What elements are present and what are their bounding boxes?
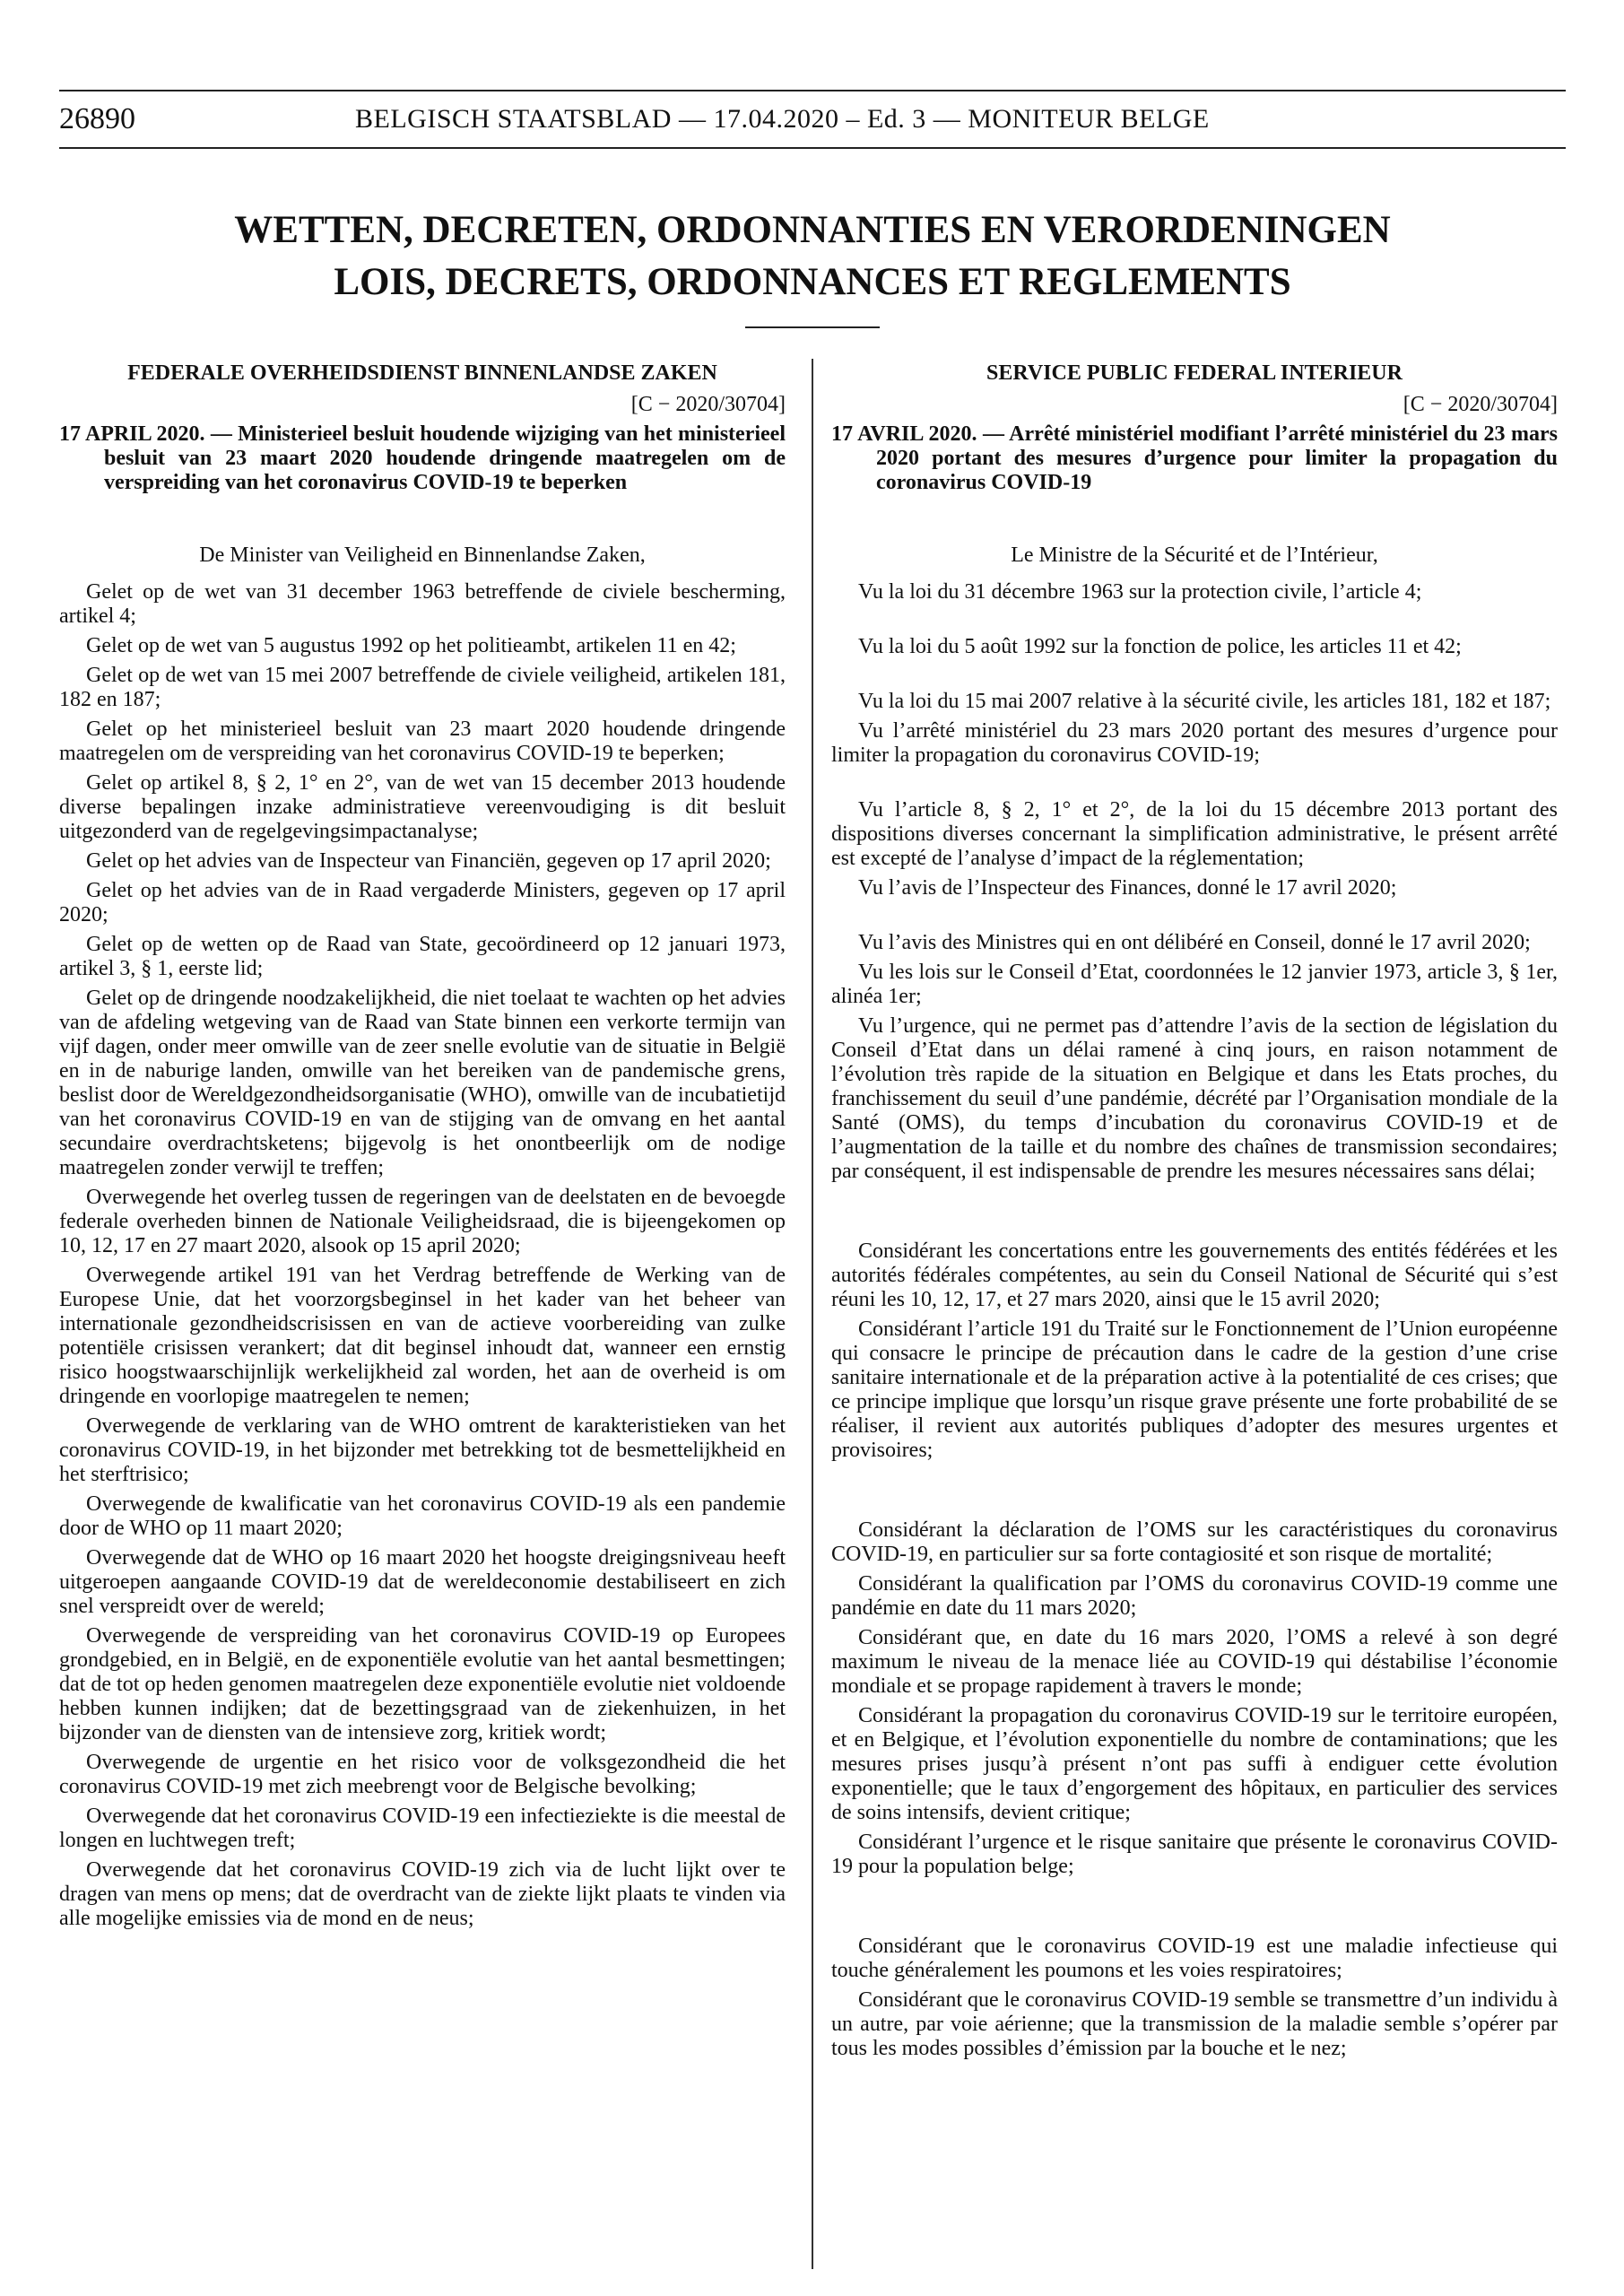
paragraph-list (831, 580, 1558, 2061)
paragraph-text: Gelet op de wet van 5 augustus 1992 op het politieambt, artikelen 11 en 42; (86, 634, 736, 657)
paragraph (831, 931, 1558, 955)
paragraph-text: Overwegende de kwalificatie van het coronavirus COVID-19 als een pandemie door de WHO op 11 maart 2020; (59, 1492, 786, 1540)
paragraph-text: Gelet op de wet van 31 december 1963 betreffende de civiele bescherming, artikel 4; (59, 580, 786, 628)
reference-number: [C − 2020/30704] (630, 393, 786, 416)
page-header (59, 90, 1566, 149)
paragraph-text: Considérant la qualification par l’OMS du coronavirus COVID-19 comme une pandémie en date du 11 mars 2020; (831, 1572, 1558, 1620)
header-top-rule (59, 90, 1566, 91)
running-title: BELGISCH STAATSBLAD — 17.04.2020 – Ed. 3 — MONITEUR BELGE (355, 104, 1210, 134)
column-divider (812, 359, 813, 2269)
paragraph (59, 718, 786, 766)
paragraph-text: Vu l’avis de l’Inspecteur des Finances, donné le 17 avril 2020; (858, 876, 1397, 900)
paragraph-text: Overwegende het overleg tussen de regeringen van de deelstaten en de bevoegde federale overheden binnen de Nationale Veiligheidsraad, die is bijeengekomen op 10, 12, 17 en 27 maart 2020, alsook op 15 april 2020; (59, 1186, 786, 1257)
paragraph (59, 849, 786, 874)
paragraph-text: Vu la loi du 15 mai 2007 relative à la sécurité civile, les articles 181, 182 et 187; (858, 690, 1551, 713)
paragraph (831, 1704, 1558, 1825)
paragraph (59, 879, 786, 927)
paragraph-text: Considérant que, en date du 16 mars 2020, l’OMS a relevé à son degré maximum le niveau de la menace liée au COVID-19 qui déstabilise l’économie mondiale et se propage rapidement à travers le monde; (831, 1626, 1558, 1698)
act-title: 17 AVRIL 2020. — Arrêté ministériel modifiant l’arrêté ministériel du 23 mars 2020 portant des mesures d’urgence pour limiter la propagation du coronavirus COVID-19 (831, 422, 1558, 494)
paragraph (59, 1751, 786, 1799)
paragraph (831, 719, 1558, 768)
paragraph (831, 1239, 1558, 1312)
paragraph (59, 634, 786, 658)
paragraph (59, 1858, 786, 1931)
paragraph-text: Overwegende de urgentie en het risico voor de volksgezondheid die het coronavirus COVID-19 met zich meebrengt voor de Belgische bevolking; (59, 1751, 786, 1798)
page-number: 26890 (59, 102, 135, 135)
paragraph-text: Vu l’arrêté ministériel du 23 mars 2020 portant des mesures d’urgence pour limiter la propagation du coronavirus COVID-19; (831, 719, 1558, 767)
paragraph-text: Vu la loi du 5 août 1992 sur la fonction de police, les articles 11 et 42; (858, 635, 1462, 658)
paragraph-text: Considérant que le coronavirus COVID-19 semble se transmettre d’un individu à un autre, par voie aérienne; que la transmission de la maladie semble s’opérer par tous les modes possibles d’émission par la bouche et le nez; (831, 1988, 1558, 2060)
paragraph (59, 933, 786, 981)
paragraph-text: Vu l’avis des Ministres qui en ont délibéré en Conseil, donné le 17 avril 2020; (858, 931, 1531, 954)
paragraph-text: Gelet op artikel 8, § 2, 1° en 2°, van de wet van 15 december 2013 houdende diverse bepalingen inzake administratieve vereenvoudiging is dit besluit uitgezonderd van de regelgevingsimpactanalyse; (59, 771, 786, 843)
paragraph-text: Vu la loi du 31 décembre 1963 sur la protection civile, l’article 4; (858, 580, 1422, 604)
paragraph-text: Considérant l’article 191 du Traité sur le Fonctionnement de l’Union européenne qui consacre le principe de précaution dans le cadre de la gestion d’une crise sanitaire internationale et de la préparation active à la potentialité de ces crises; que ce principe implique que lorsqu’un risque grave présente une forte probabilité de se réaliser, il revient aux autorités publiques d’adopter des mesures urgentes et provisoires; (831, 1318, 1558, 1462)
paragraph-text: Gelet op het ministerieel besluit van 23 maart 2020 houdende dringende maatregelen om de verspreiding van het coronavirus COVID-19 te beperken; (59, 718, 786, 765)
column-dutch (59, 361, 786, 1931)
minister-line: Le Ministre de la Sécurité et de l’Intérieur, (1011, 544, 1378, 567)
paragraph (831, 1572, 1558, 1621)
section-titles (59, 204, 1566, 328)
paragraph-text: Overwegende de verklaring van de WHO omtrent de karakteristieken van het coronavirus COVID-19, in het bijzonder met betrekking tot de besmettelijkheid en het sterftrisico; (59, 1414, 786, 1486)
act-title: 17 APRIL 2020. — Ministerieel besluit houdende wijziging van het ministerieel besluit van 23 maart 2020 houdende dringende maatregelen om de verspreiding van het coronavirus COVID-19 te beperken (59, 422, 786, 494)
paragraph-text: Overwegende de verspreiding van het coronavirus COVID-19 op Europees grondgebied, en in België, en de exponentiële evolutie van het aantal besmettingen; dat de tot op heden genomen maatregelen deze exponentiële evolutie niet voldoende hebben kunnen indijken; dat de bezettingsgraad van de ziekenhuizen, in het bijzonder van de diensten van de intensieve zorg, kritiek wordt; (59, 1624, 786, 1744)
paragraph-text: Considérant les concertations entre les gouvernements des entités fédérées et les autorités fédérales compétentes, au sein du Conseil National de Sécurité qui s’est réuni les 10, 12, 17, et 27 mars 2020, ainsi que le 15 avril 2020; (831, 1239, 1558, 1311)
paragraph (831, 1014, 1558, 1184)
reference-number: [C − 2020/30704] (1403, 393, 1558, 416)
column-french (831, 361, 1558, 2061)
paragraph (831, 635, 1558, 659)
paragraph-text: Gelet op de dringende noodzakelijkheid, die niet toelaat te wachten op het advies van de afdeling wetgeving van de Raad van State binnen een verkorte termijn van vijf dagen, onder meer omwille van de zeer snelle evolutie van de situatie in België en in de naburige landen, omwille van het bereiken van de pandemische grens, beslist door de Wereldgezondheidsorganisatie (WHO), omwille van de incubatietijd van het coronavirus COVID-19 en van de stijging van de omvang en het aantal secundaire overdrachtsketens; bijgevolg is het onontbeerlijk om de nodige maatregelen zonder verwijl te treffen; (59, 987, 786, 1179)
paragraph-text: Gelet op de wet van 15 mei 2007 betreffende de civiele veiligheid, artikelen 181, 182 en 187; (59, 664, 786, 711)
paragraph (59, 987, 786, 1180)
paragraph-text: Gelet op de wetten op de Raad van State, gecoördineerd op 12 januari 1973, artikel 3, § 1, eerste lid; (59, 933, 786, 980)
paragraph-text: Gelet op het advies van de in Raad vergaderde Ministers, gegeven op 17 april 2020; (59, 879, 786, 926)
paragraph-text: Considérant l’urgence et le risque sanitaire que présente le coronavirus COVID-19 pour la population belge; (831, 1831, 1558, 1878)
paragraph-text: Considérant la déclaration de l’OMS sur les caractéristiques du coronavirus COVID-19, en particulier sur sa forte contagiosité et son risque de mortalité; (831, 1518, 1558, 1566)
paragraph (831, 961, 1558, 1009)
paragraph (831, 1935, 1558, 1983)
paragraph (59, 1492, 786, 1541)
paragraph (59, 1414, 786, 1487)
paragraph (831, 798, 1558, 871)
paragraph-text: Vu les lois sur le Conseil d’Etat, coordonnées le 12 janvier 1973, article 3, § 1er, alinéa 1er; (831, 961, 1558, 1008)
minister-line: De Minister van Veiligheid en Binnenlandse Zaken, (199, 544, 646, 567)
paragraph (831, 1988, 1558, 2061)
paragraph (59, 664, 786, 712)
paragraph-text: Overwegende dat het coronavirus COVID-19 zich via de lucht lijkt over te dragen van mens op mens; dat de overdracht van de ziekte lijkt plaats te vinden via alle mogelijke emissies via de mond en de neus; (59, 1858, 786, 1930)
paragraph (59, 1805, 786, 1853)
paragraph (831, 876, 1558, 900)
paragraph (59, 1264, 786, 1409)
paragraph (59, 1186, 786, 1258)
paragraph (831, 1518, 1558, 1567)
paragraph (59, 580, 786, 629)
paragraph (831, 580, 1558, 604)
paragraph-text: Overwegende artikel 191 van het Verdrag betreffende de Werking van de Europese Unie, dat het voorzorgsbeginsel in het kader van het beheer van internationale gezondheidscrisissen en van de actieve voorbereiding van zulke potentiële crisissen verankert; dat dit beginsel inhoudt dat, wanneer een ernstig risico hoogstwaarschijnlijk werkelijkheid zal worden, het aan de overheid is om dringende en voorlopige maatregelen te nemen; (59, 1264, 786, 1408)
paragraph-list (59, 580, 786, 1931)
paragraph-text: Vu l’article 8, § 2, 1° et 2°, de la loi du 15 décembre 2013 portant des dispositions diverses concernant la simplification administrative, le présent arrêté est excepté de l’analyse d’impact de la réglementation; (831, 798, 1558, 870)
header-bottom-rule (59, 147, 1566, 149)
paragraph-text: Considérant la propagation du coronavirus COVID-19 sur le territoire européen, et en Belgique, et l’évolution exponentielle du nombre de contaminations; que les mesures prises jusqu’à présent n’ont pas suffi à endiguer cette évolution exponentielle; que le taux d’engorgement des hôpitaux, en particulier des services de soins intensifs, devient critique; (831, 1704, 1558, 1824)
paragraph-text: Overwegende dat de WHO op 16 maart 2020 het hoogste dreigingsniveau heeft uitgeroepen aangaande COVID-19 dat de wereldeconomie destabiliseert en zich snel verspreidt over de wereld; (59, 1546, 786, 1618)
paragraph (831, 1831, 1558, 1879)
paragraph (831, 1318, 1558, 1463)
section-title-fr: LOIS, DECRETS, ORDONNANCES ET REGLEMENTS (334, 261, 1291, 303)
section-title-nl: WETTEN, DECRETEN, ORDONNANTIES EN VERORDENINGEN (234, 209, 1391, 251)
paragraph (831, 1626, 1558, 1699)
paragraph-text: Vu l’urgence, qui ne permet pas d’attendre l’avis de la section de législation du Conseil d’Etat dans un délai ramené à cinq jours, en raison notamment de l’évolution très rapide de la situation en Belgique et dans les Etats proches, du franchissement du seuil d’une pandémie, décrété par l’Organisation mondiale de la Santé (OMS), du temps d’incubation du coronavirus COVID-19 et de l’augmentation de la taille et du nombre des chaînes de transmission secondaires; par conséquent, il est indispensable de prendre les mesures nécessaires sans délai; (831, 1014, 1558, 1183)
paragraph-text: Considérant que le coronavirus COVID-19 est une maladie infectieuse qui touche généralement les poumons et les voies respiratoires; (831, 1935, 1558, 1982)
department-name: FEDERALE OVERHEIDSDIENST BINNENLANDSE ZAKEN (127, 361, 717, 385)
title-separator (745, 326, 880, 328)
paragraph (831, 690, 1558, 714)
paragraph-text: Gelet op het advies van de Inspecteur van Financiën, gegeven op 17 april 2020; (86, 849, 771, 873)
paragraph (59, 1546, 786, 1619)
paragraph (59, 1624, 786, 1745)
paragraph-text: Overwegende dat het coronavirus COVID-19 een infectieziekte is die meestal de longen en luchtwegen treft; (59, 1805, 786, 1852)
department-name: SERVICE PUBLIC FEDERAL INTERIEUR (986, 361, 1403, 385)
paragraph (59, 771, 786, 844)
